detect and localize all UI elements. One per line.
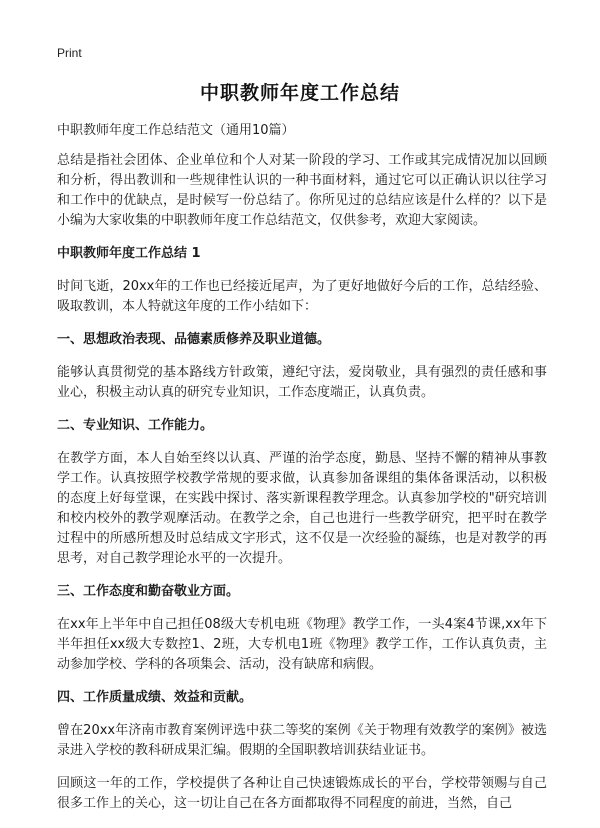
print-link[interactable]: Print	[57, 46, 82, 60]
closing-paragraph: 回顾这一年的工作，学校提供了各种让自己快速锻炼成长的平台，学校带领赐与自己很多工作上的关心，这一切让自己在各方面都取得不同程度的前进，当然，自己	[57, 776, 547, 811]
section-heading-4: 四、工作质量成绩、效益和贡献。	[57, 690, 253, 705]
section-text-2: 在教学方面，本人自始至终以认真、严谨的治学态度，勤恳、坚持不懈的精神从事教学工作。认真按照学校教学常规的要求做，认真参加备课组的集体备课活动，以积极的态度上好每堂课，在实践中探讨、落实新课程教学理念。认真参加学校的"研究培训和校内校外的教学观摩活动。在教学之余，自己也进行一些教学研究，把平时在教学过程中的所感所想及时总结成文字形式，这不仅是一次经验的凝练，也是对教学的再思考，对自己教学理论水平的一次提升。	[57, 451, 547, 566]
article-heading: 中职教师年度工作总结 1	[57, 246, 201, 261]
document-body	[57, 121, 547, 827]
document-subtitle: 中职教师年度工作总结范文（通用10篇）	[57, 123, 295, 138]
opening-paragraph: 时间飞逝，20xx年的工作也已经接近尾声，为了更好地做好今后的工作，总结经验、吸取教训，本人特就这年度的工作小结如下：	[57, 279, 547, 314]
section-text-3: 在xx年上半年中自己担任08级大专机电班《物理》教学工作，一头4案4节课,xx年下半年担任xx级大专数控1、2班，大专机电1班《物理》教学工作，工作认真负责，主动参加学校、学科的各项集会、活动，没有缺席和病假。	[57, 617, 547, 672]
document-title: 中职教师年度工作总结	[199, 82, 400, 104]
section-heading-1: 一、思想政治表现、品德素质修养及职业道德。	[57, 332, 331, 347]
section-text-4: 曾在20xx年济南市教育案例评选中获二等奖的案例《关于物理有效教学的案例》被选录进入学校的教科研成果汇编。假期的全国职教培训获结业证书。	[57, 723, 547, 758]
section-heading-2: 二、专业知识、工作能力。	[57, 418, 214, 433]
section-heading-3: 三、工作态度和勤奋敬业方面。	[57, 584, 240, 599]
section-text-1: 能够认真贯彻党的基本路线方针政策，遵纪守法，爱岗敬业，具有强烈的责任感和事业心，积极主动认真的研究专业知识，工作态度端正，认真负责。	[57, 365, 547, 400]
intro-paragraph: 总结是指社会团体、企业单位和个人对某一阶段的学习、工作或其完成情况加以回顾和分析，得出教训和一些规律性认识的一种书面材料，通过它可以正确认识以往学习和工作中的优缺点，是时候写一份总结了。你所见过的总结应该是什么样的？以下是小编为大家收集的中职教师年度工作总结范文，仅供参考，欢迎大家阅读。	[57, 153, 547, 228]
